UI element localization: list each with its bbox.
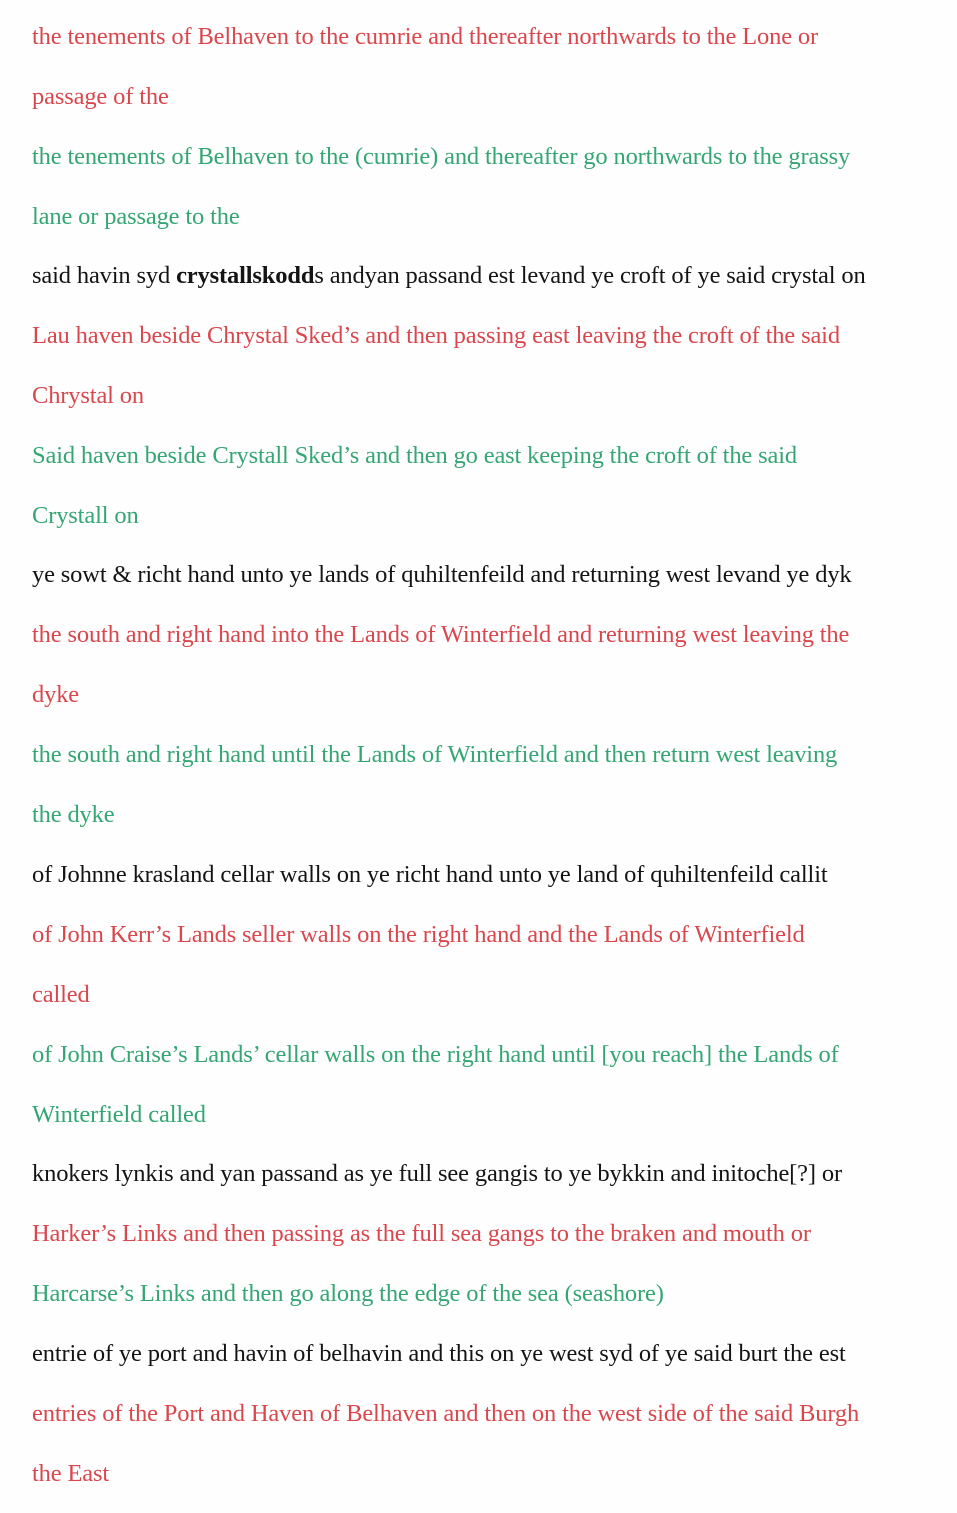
line-17-literal-translation: called [32,981,90,1008]
line-2-literal-translation: passage of the [32,83,169,110]
line-10-scots-original: ye sowt & richt hand unto ye lands of quhiltenfeild and returning west levand ye dyk [32,561,852,588]
line-21-literal-translation: Harker’s Links and then passing as the full sea gangs to the braken and mouth or [32,1220,811,1247]
scots-text-segment: said havin syd [32,262,177,289]
line-14-free-translation: the dyke [32,801,115,828]
line-18-free-translation: of John Craise’s Lands’ cellar walls on the right hand until [you reach] the Lands of [32,1041,839,1068]
scots-text-segment: s andyan passand est levand ye croft of ye said crystal on [314,262,866,289]
line-12-literal-translation: dyke [32,681,80,708]
line-5-scots-original [32,261,937,291]
line-8-free-translation: Said haven beside Crystall Sked’s and then go east keeping the croft of the said [32,442,798,469]
line-1-literal-translation: the tenements of Belhaven to the cumrie and thereafter northwards to the Lone or [32,23,818,50]
line-25-literal-translation: the East [32,1460,110,1487]
line-20-scots-original: knokers lynkis and yan passand as ye full see gangis to ye bykkin and initoche[?] or [32,1160,842,1187]
line-22-free-translation: Harcarse’s Links and then go along the edge of the sea (seashore) [32,1280,664,1307]
line-24-literal-translation: entries of the Port and Haven of Belhaven and then on the west side of the said Burgh [32,1400,860,1427]
line-11-literal-translation: the south and right hand into the Lands of Winterfield and returning west leaving the [32,621,850,648]
line-16-literal-translation: of John Kerr’s Lands seller walls on the right hand and the Lands of Winterfield [32,921,805,948]
line-15-scots-original: of Johnne krasland cellar walls on ye richt hand unto ye land of quhiltenfeild callit [32,861,828,888]
line-6-literal-translation: Lau haven beside Chrystal Sked’s and then passing east leaving the croft of the said [32,322,840,349]
line-19-free-translation: Winterfield called [32,1101,206,1128]
line-23-scots-original: entrie of ye port and havin of belhavin and this on ye west syd of ye said burt the est [32,1340,846,1367]
line-9-free-translation: Crystall on [32,502,139,529]
line-13-free-translation: the south and right hand until the Lands of Winterfield and then return west leaving [32,741,838,768]
line-3-free-translation: the tenements of Belhaven to the (cumrie) and thereafter go northwards to the grassy [32,143,851,170]
bold-word-crystallskodd: crystallskodd [176,262,315,289]
line-4-free-translation: lane or passage to the [32,203,240,230]
line-7-literal-translation: Chrystal on [32,382,144,409]
